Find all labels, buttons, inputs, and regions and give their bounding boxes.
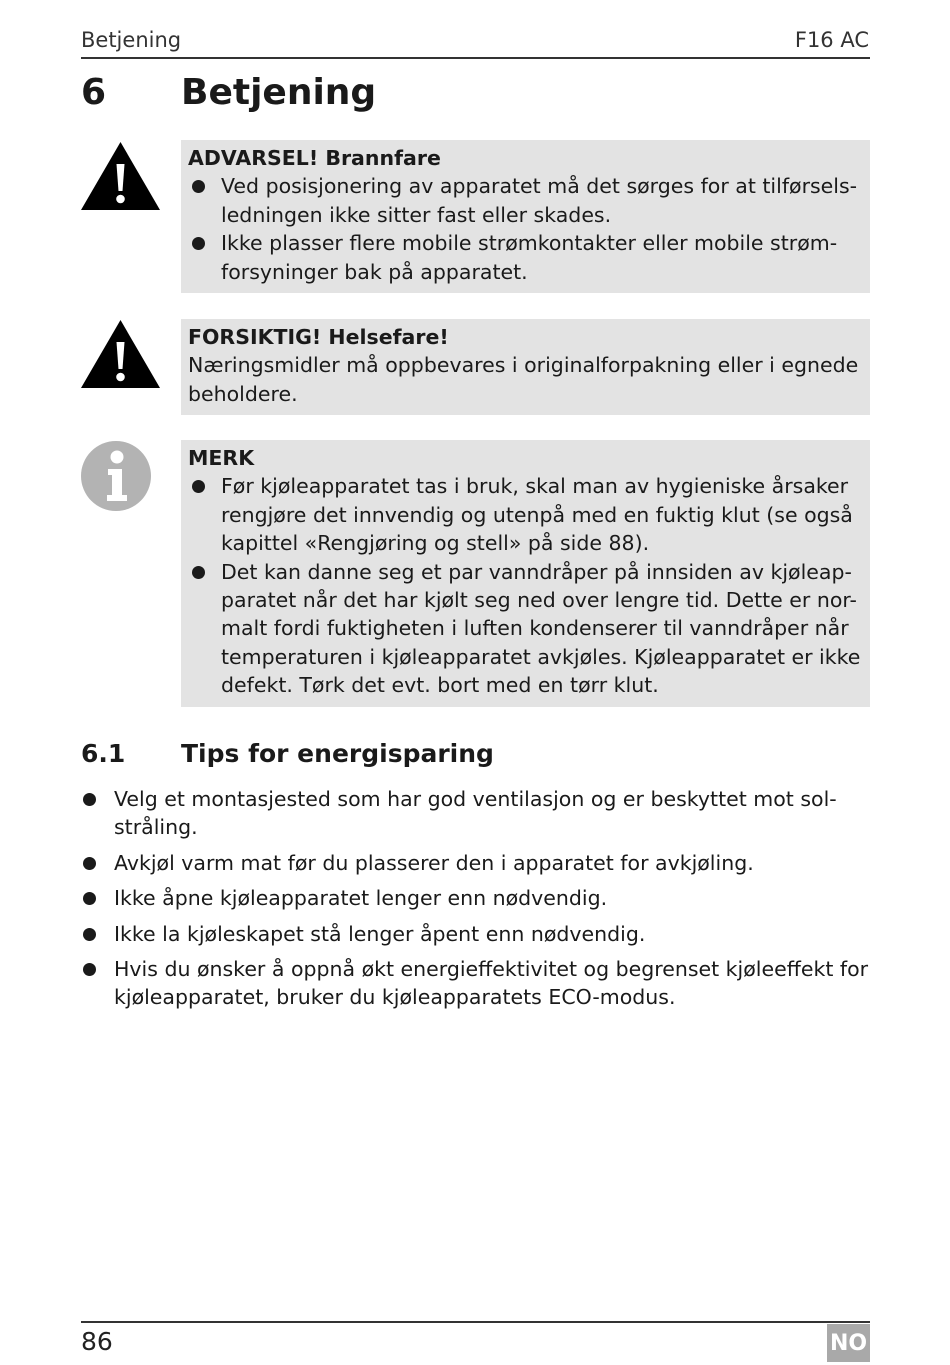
chapter-title: Betjening — [181, 72, 377, 113]
note-list — [188, 472, 862, 699]
footer-rule — [81, 1321, 870, 1323]
language-badge: NO — [827, 1324, 870, 1362]
list-item: Avkjøl varm mat før du plasserer den i apparatet for avkjøling. — [81, 849, 870, 877]
header-rule — [81, 57, 870, 59]
caution-text: Næringsmidler må oppbevares i originalforpakning eller i egnede beholdere. — [188, 353, 859, 406]
info-icon — [80, 440, 152, 516]
warning-title: ADVARSEL! Brannfare — [188, 146, 441, 170]
section-title: Tips for energisparing — [181, 739, 494, 768]
list-item: Ikke plasser flere mobile strømkontakter eller mobile strøm-forsyninger bak på apparatet. — [188, 229, 862, 286]
list-item: Velg et montasjested som har god ventilasjon og er beskyttet mot sol-stråling. — [81, 785, 870, 842]
warning-triangle-icon — [80, 318, 161, 394]
list-item: Ikke åpne kjøleapparatet lenger enn nødvendig. — [81, 884, 870, 912]
note-box-merk — [181, 440, 870, 707]
warning-list — [188, 172, 862, 286]
warning-triangle-icon — [80, 140, 161, 216]
list-item: Ved posisjonering av apparatet må det sørges for at tilførsels-ledningen ikke sitter fast eller skades. — [188, 172, 862, 229]
list-item: Før kjøleapparatet tas i bruk, skal man av hygieniske årsaker rengjøre det innvendig og utenpå med en fuktig klut (se også kapittel «Rengjøring og stell» på side 88). — [188, 472, 862, 557]
chapter-number: 6 — [81, 72, 107, 113]
page-number: 86 — [81, 1327, 113, 1356]
section-number: 6.1 — [81, 739, 126, 768]
caution-title: FORSIKTIG! Helsefare! — [188, 325, 449, 349]
caution-box-helsefare — [181, 319, 870, 415]
running-header-section: Betjening — [81, 28, 182, 52]
list-item: Det kan danne seg et par vanndråper på innsiden av kjøleap-paratet når det har kjølt seg ned over lengre tid. Dette er nor-malt fordi fuktigheten i luften kondenserer til vanndråper når temperaturen i kjøleapparatet avkjøles. Kjøleapparatet er ikke defekt. Tørk det evt. bort med en tørr klut. — [188, 558, 862, 700]
energy-tips-list — [81, 785, 870, 1019]
running-header-model: F16 AC — [794, 28, 869, 52]
note-title: MERK — [188, 446, 255, 470]
list-item: Hvis du ønsker å oppnå økt energieffektivitet og begrenset kjøleeffekt for kjøleapparatet, bruker du kjøleapparatets ECO-modus. — [81, 955, 870, 1012]
warning-box-brannfare — [181, 140, 870, 293]
list-item: Ikke la kjøleskapet stå lenger åpent enn nødvendig. — [81, 920, 870, 948]
